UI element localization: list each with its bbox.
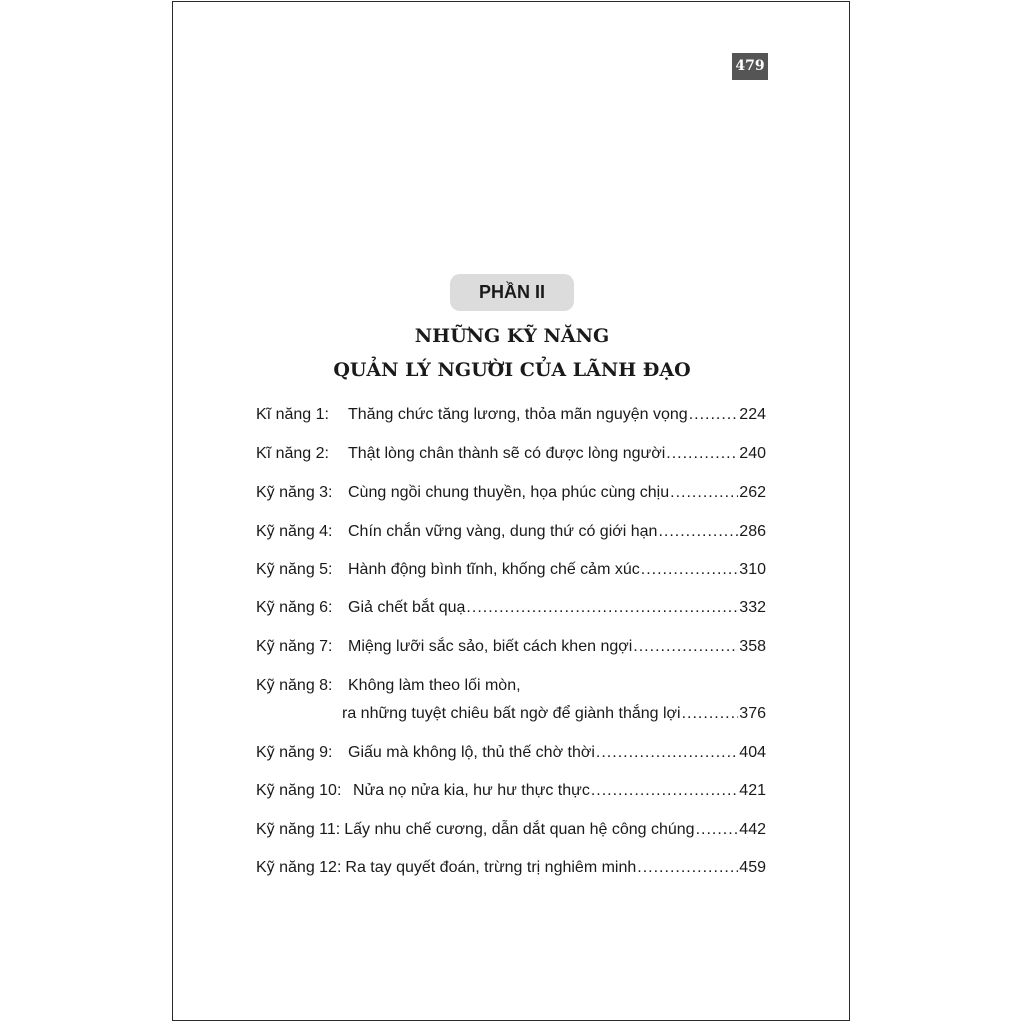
toc-title-continued: ra những tuyệt chiêu bất ngờ để giành thắng lợi (342, 705, 681, 722)
toc-entry (256, 444, 766, 464)
toc-entry (256, 637, 766, 657)
toc-label: Kỹ năng 5: (256, 561, 333, 578)
toc-title: Giấu mà không lộ, thủ thế chờ thời (348, 744, 595, 761)
toc-title: Ra tay quyết đoán, trừng trị nghiêm minh (345, 859, 637, 876)
toc-page-number: 358 (739, 638, 766, 655)
toc-page-number: 224 (739, 406, 766, 423)
toc-entry (256, 522, 766, 542)
toc-leader (633, 637, 738, 657)
toc-title: Chín chắn vững vàng, dung thứ có giới hạn (348, 523, 658, 540)
toc-leader (637, 858, 738, 878)
toc-title: Cùng ngồi chung thuyền, họa phúc cùng chịu (348, 484, 670, 501)
toc-title: Thăng chức tăng lương, thỏa mãn nguyện vọng (348, 406, 688, 423)
toc-leader (641, 560, 739, 580)
toc-leader (666, 444, 738, 464)
toc-page-number: 459 (739, 859, 766, 876)
toc-title: Nửa nọ nửa kia, hư hư thực thực (353, 782, 590, 799)
toc-leader (682, 704, 739, 724)
toc-page-number: 376 (739, 705, 766, 722)
toc-entry (256, 820, 766, 840)
toc-label: Kĩ năng 2: (256, 445, 329, 462)
toc-page-number: 240 (739, 445, 766, 462)
toc-entry (256, 858, 766, 878)
page-number: 479 (732, 53, 768, 80)
toc-title: Hành động bình tĩnh, khống chế cảm xúc (348, 561, 640, 578)
toc-page-number: 262 (739, 484, 766, 501)
toc-label: Kĩ năng 1: (256, 406, 329, 423)
toc-entry (256, 405, 766, 425)
toc-leader (466, 598, 738, 618)
toc-page-number: 310 (739, 561, 766, 578)
toc-page-number: 286 (739, 523, 766, 540)
toc-leader (689, 405, 739, 425)
toc-leader (591, 781, 738, 801)
section-title-line-2: QUẢN LÝ NGƯỜI CỦA LÃNH ĐẠO (333, 359, 691, 381)
toc-entry (256, 743, 766, 763)
toc-leader (696, 820, 739, 840)
toc-label: Kỹ năng 8: (256, 677, 333, 694)
toc-title: Không làm theo lối mòn, (348, 677, 521, 694)
toc-leader (670, 483, 738, 503)
toc-label: Kỹ năng 11: (256, 821, 341, 838)
toc-label: Kỹ năng 3: (256, 484, 333, 501)
toc-entry (256, 676, 766, 696)
toc-page-number: 421 (739, 782, 766, 799)
toc-label: Kỹ năng 12: (256, 859, 342, 876)
toc-entry (256, 598, 766, 618)
toc-title: Giả chết bắt quạ (348, 599, 466, 616)
toc-leader (658, 522, 738, 542)
toc-label: Kỹ năng 7: (256, 638, 333, 655)
toc-entry (256, 781, 766, 801)
toc-leader (596, 743, 738, 763)
toc-title: Miệng lưỡi sắc sảo, biết cách khen ngợi (348, 638, 633, 655)
toc-label: Kỹ năng 6: (256, 599, 333, 616)
toc-entry (256, 560, 766, 580)
toc-label: Kỹ năng 4: (256, 523, 333, 540)
toc-entry (256, 483, 766, 503)
toc-label: Kỹ năng 10: (256, 782, 342, 799)
part-badge: PHẦN II (450, 274, 574, 311)
section-title-line-1: NHỮNG KỸ NĂNG (414, 325, 610, 347)
toc-title: Thật lòng chân thành sẽ có được lòng người (348, 445, 666, 462)
toc-entry-continuation (342, 704, 766, 724)
toc-page-number: 404 (739, 744, 766, 761)
toc-page-number: 332 (739, 599, 766, 616)
toc-page-number: 442 (739, 821, 766, 838)
toc-title: Lấy nhu chế cương, dẫn dắt quan hệ công chúng (344, 821, 695, 838)
toc-label: Kỹ năng 9: (256, 744, 333, 761)
